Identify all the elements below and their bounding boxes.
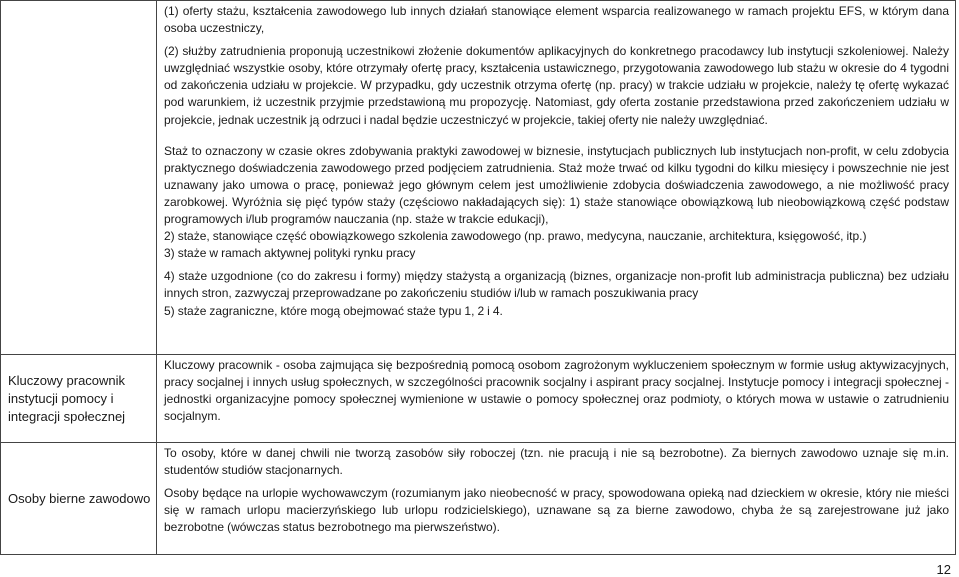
definition-paragraph: 2) staże, stanowiące część obowiązkowego szkolenia zawodowego (np. prawo, medycyna, nauczanie, architektura, księgowość, itp.) xyxy=(164,229,867,244)
page-number: 12 xyxy=(936,562,951,577)
definition-paragraph: (2) służby zatrudnienia proponują uczestnikowi złożenie dokumentów aplikacyjnych do konkretnego pracodawcy lub instytucji szkoleniowej. Należy uwzględniać wszystkie osoby, które otrzymały ofertę pracy, kształcenia ustawicznego, przygotowania zawodowego lub stażu w okresie do 4 tygodni od zakończenia udziału w projekcie. W przypadku, gdy uczestnik otrzyma ofertę (np. pracy) w trakcie udziału w projekcie, należy tę ofertę wykazać pod warunkiem, iż uczestnik przyjmie przedstawioną mu propozycję. Natomiast, gdy oferta zostanie przedstawiona przed zakończeniem udziału w projekcie, jednak uczestnik ją odrzuci i nadal będzie uczestniczyć w projekcie, takiej oferty nie należy uwzględniać. xyxy=(164,44,949,127)
term-cell: Osoby bierne zawodowo xyxy=(1,443,157,555)
table-row xyxy=(1,443,956,555)
definition-paragraph: Osoby będące na urlopie wychowawczym (rozumianym jako nieobecność w pracy, spowodowana opieką nad dzieckiem w okresie, który nie mieści się w ramach urlopu macierzyńskiego lub urlopu rodzicielskiego), uznawane są za bierne zawodowo, chyba że są zarejestrowane już jako bezrobotne (wówczas status bezrobotnego ma pierwszeństwo). xyxy=(164,486,949,535)
definition-paragraph: (1) oferty stażu, kształcenia zawodowego lub innych działań stanowiące element wsparcia realizowanego w ramach projektu EFS, w którym dana osoba uczestniczy, xyxy=(164,4,949,36)
term-cell: Kluczowy pracownik instytucji pomocy i integracji społecznej xyxy=(1,355,157,443)
definition-paragraph: 3) staże w ramach aktywnej polityki rynku pracy xyxy=(164,246,416,261)
term-cell xyxy=(1,1,157,355)
definition-paragraph: To osoby, które w danej chwili nie tworzą zasobów siły roboczej (tzn. nie pracują i nie są bezrobotne). Za biernych zawodowo uznaje się m.in. studentów studiów stacjonarnych. xyxy=(164,446,949,478)
definition-paragraph: Staż to oznaczony w czasie okres zdobywania praktyki zawodowej w biznesie, instytucjach publicznych lub instytucjach non-profit, w celu zdobycia praktycznego doświadczenia zawodowego przed podjęciem zatrudnienia. Staż może trwać od kilku tygodni do kilku miesięcy i powszechnie nie jest uznawany jako umowa o pracę, ponieważ jego głównym celem jest umożliwienie zdobycia doświadczenia zawodowego, a nie możliwość pracy zarobkowej. Wyróżnia się pięć typów staży (częściowo nakładających się): 1) staże stanowiące obowiązkową lub nieobowiązkową część podstaw programowych i/lub programów nauczania (np. staże w trakcie edukacji), xyxy=(164,143,949,227)
table-row xyxy=(1,1,956,355)
definition-paragraph: 4) staże uzgodnione (co do zakresu i formy) między stażystą a organizacją (biznes, organizacje non-profit lub administracja publiczna) bez udziału innych stron, zazwyczaj przeprowadzane po zakończeniu studiów i/lub w ramach poszukiwania pracy xyxy=(164,269,949,301)
definition-cell xyxy=(157,443,956,555)
definition-paragraph: Kluczowy pracownik - osoba zajmująca się bezpośrednią pomocą osobom zagrożonym wykluczeniem społecznym w formie usług aktywizacyjnych, pracy socjalnej i innych usług społecznych, w szczególności pracownik socjalny i aspirant pracy socjalnej. Instytucje pomocy i integracji społecznej - jednostki organizacyjne pomocy społecznej wymienione w ustawie o pomocy społecznej oraz podmioty, o których mowa w ustawie o zatrudnieniu socjalnym. xyxy=(164,358,949,424)
definition-cell xyxy=(157,1,956,355)
table-row xyxy=(1,355,956,443)
definition-paragraph: 5) staże zagraniczne, które mogą obejmować staże typu 1, 2 i 4. xyxy=(164,303,503,318)
definition-cell xyxy=(157,355,956,443)
